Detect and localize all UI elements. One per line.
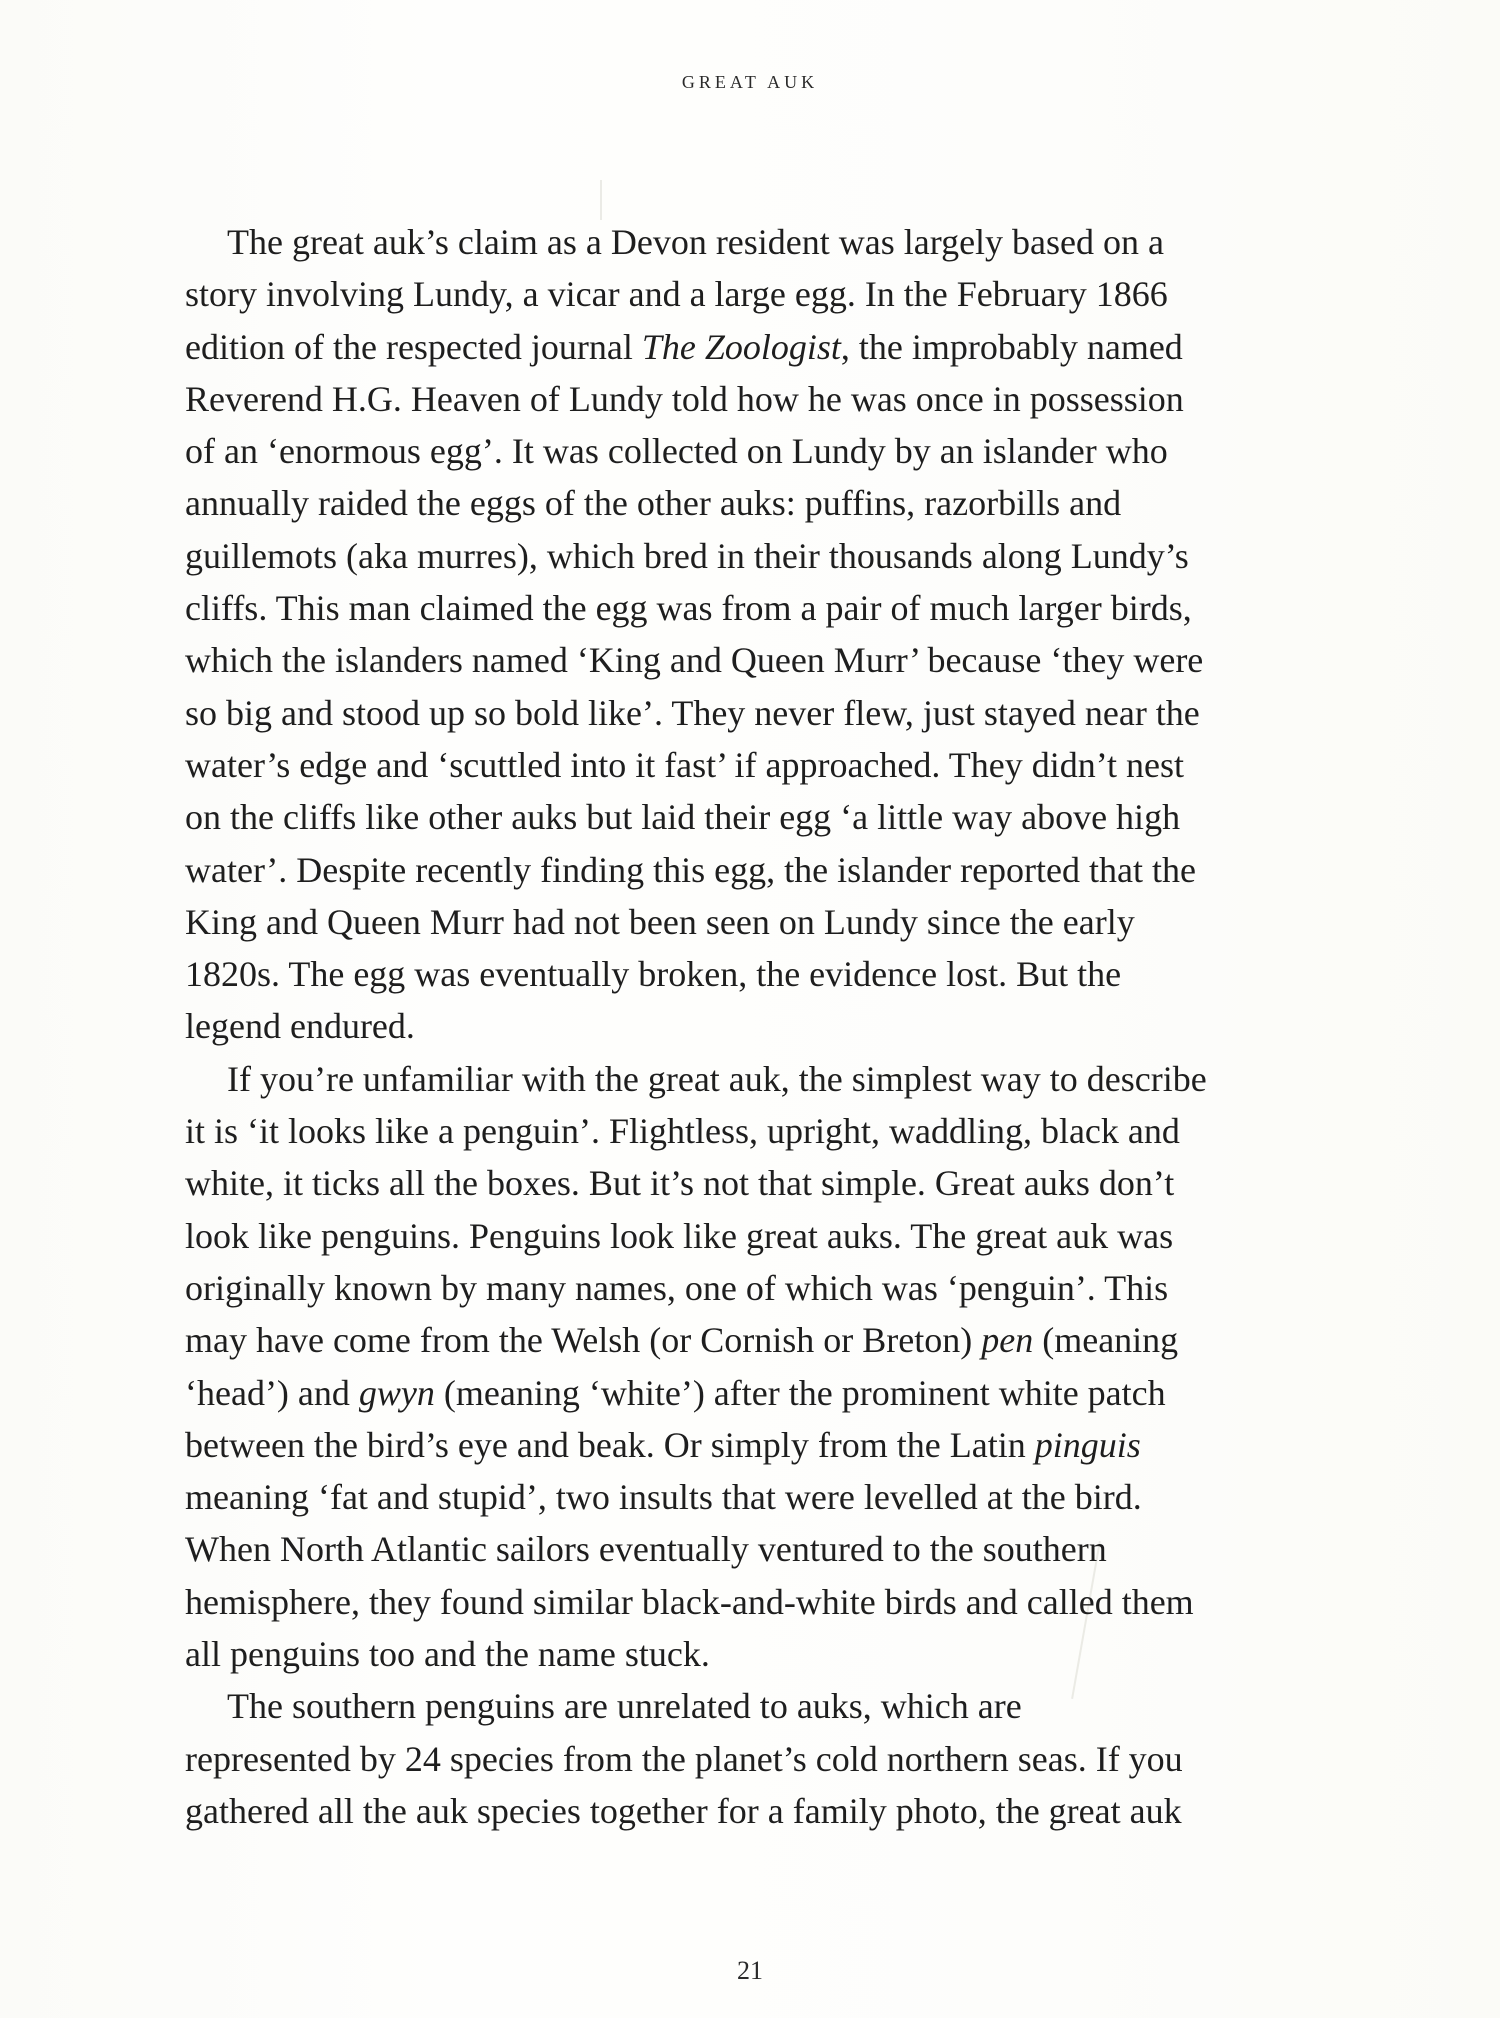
paragraph bbox=[185, 1680, 1265, 1837]
text-run: of an ‘enormous egg’. It was collected on Lundy by an islander who bbox=[185, 431, 1168, 472]
text-line bbox=[185, 1471, 1265, 1523]
text-run: water’s edge and ‘scuttled into it fast’ if approached. They didn’t nest bbox=[185, 744, 1185, 785]
text-run: meaning ‘fat and stupid’, two insults that were levelled at the bird. bbox=[185, 1477, 1142, 1518]
text-line bbox=[185, 791, 1265, 843]
text-run: When North Atlantic sailors eventually ventured to the southern bbox=[185, 1529, 1107, 1570]
text-line bbox=[185, 216, 1265, 268]
text-run: white, it ticks all the boxes. But it’s not that simple. Great auks don’t bbox=[185, 1163, 1175, 1204]
text-line bbox=[185, 373, 1265, 425]
text-line bbox=[185, 582, 1265, 634]
italic-term: pen bbox=[981, 1320, 1034, 1361]
text-run: may have come from the Welsh (or Cornish or Breton) bbox=[185, 1320, 982, 1361]
text-run: originally known by many names, one of which was ‘penguin’. This bbox=[185, 1267, 1169, 1308]
text-run: annually raided the eggs of the other auks: puffins, razorbills and bbox=[185, 483, 1122, 524]
text-line bbox=[185, 687, 1265, 739]
paragraph bbox=[185, 1053, 1265, 1681]
text-run: hemisphere, they found similar black-and-white birds and called them bbox=[185, 1581, 1194, 1622]
text-line bbox=[185, 1157, 1265, 1209]
text-line bbox=[185, 1262, 1265, 1314]
scan-artifact bbox=[600, 180, 602, 220]
page-number: 21 bbox=[737, 1956, 763, 1985]
text-run: story involving Lundy, a vicar and a large egg. In the February 1866 bbox=[185, 274, 1168, 315]
text-line bbox=[185, 634, 1265, 686]
text-run: If you’re unfamiliar with the great auk, the simplest way to describe bbox=[227, 1058, 1207, 1099]
text-line bbox=[185, 896, 1265, 948]
text-line bbox=[185, 1210, 1265, 1262]
text-line bbox=[185, 1000, 1265, 1052]
text-run: so big and stood up so bold like’. They never flew, just stayed near the bbox=[185, 692, 1200, 733]
paragraph bbox=[185, 216, 1265, 1053]
italic-term: gwyn bbox=[358, 1372, 435, 1413]
text-line bbox=[185, 1105, 1265, 1157]
text-run: between the bird’s eye and beak. Or simply from the Latin bbox=[185, 1424, 1035, 1465]
text-line bbox=[185, 268, 1265, 320]
text-run: which the islanders named ‘King and Queen Murr’ because ‘they were bbox=[185, 640, 1204, 681]
text-line bbox=[185, 1314, 1265, 1366]
text-line bbox=[185, 1419, 1265, 1471]
text-line bbox=[185, 739, 1265, 791]
text-line bbox=[185, 1523, 1265, 1575]
text-line bbox=[185, 1053, 1265, 1105]
text-line bbox=[185, 948, 1265, 1000]
text-run: The great auk’s claim as a Devon resident was largely based on a bbox=[227, 222, 1165, 262]
text-line bbox=[185, 425, 1265, 477]
italic-term: The Zoologist bbox=[641, 326, 841, 367]
text-run: (meaning bbox=[1033, 1320, 1179, 1361]
text-run: 1820s. The egg was eventually broken, the evidence lost. But the bbox=[185, 954, 1122, 995]
text-line bbox=[185, 530, 1265, 582]
text-run: , the improbably named bbox=[840, 326, 1183, 367]
text-line bbox=[185, 844, 1265, 896]
text-line bbox=[185, 1576, 1265, 1628]
text-line bbox=[185, 1785, 1265, 1837]
text-run: it is ‘it looks like a penguin’. Flightless, upright, waddling, black and bbox=[185, 1111, 1180, 1152]
text-run: (meaning ‘white’) after the prominent white patch bbox=[434, 1372, 1166, 1413]
text-line bbox=[185, 1367, 1265, 1419]
text-run: guillemots (aka murres), which bred in their thousands along Lundy’s bbox=[185, 535, 1189, 576]
text-run: water’. Despite recently finding this egg, the islander reported that the bbox=[185, 849, 1196, 890]
text-run: cliffs. This man claimed the egg was from a pair of much larger birds, bbox=[185, 588, 1192, 629]
text-run: on the cliffs like other auks but laid their egg ‘a little way above high bbox=[185, 797, 1181, 838]
text-run: King and Queen Murr had not been seen on Lundy since the early bbox=[185, 901, 1135, 942]
text-line bbox=[185, 1680, 1265, 1732]
text-run: The southern penguins are unrelated to auks, which are bbox=[227, 1686, 1022, 1727]
text-run: ‘head’) and bbox=[185, 1372, 359, 1413]
text-run: all penguins too and the name stuck. bbox=[185, 1634, 710, 1675]
text-run: legend endured. bbox=[185, 1006, 415, 1047]
text-run: Reverend H.G. Heaven of Lundy told how he was once in possession bbox=[185, 378, 1184, 419]
italic-term: pinguis bbox=[1034, 1424, 1141, 1465]
text-run: represented by 24 species from the planet’s cold northern seas. If you bbox=[185, 1738, 1183, 1779]
text-run: look like penguins. Penguins look like great auks. The great auk was bbox=[185, 1215, 1174, 1256]
text-line bbox=[185, 321, 1265, 373]
running-head: GREAT AUK bbox=[681, 72, 819, 92]
body-text bbox=[185, 216, 1265, 1837]
text-line bbox=[185, 477, 1265, 529]
text-run: edition of the respected journal bbox=[185, 326, 642, 367]
text-run: gathered all the auk species together for a family photo, the great auk bbox=[185, 1790, 1182, 1831]
text-line bbox=[185, 1733, 1265, 1785]
text-line bbox=[185, 1628, 1265, 1680]
